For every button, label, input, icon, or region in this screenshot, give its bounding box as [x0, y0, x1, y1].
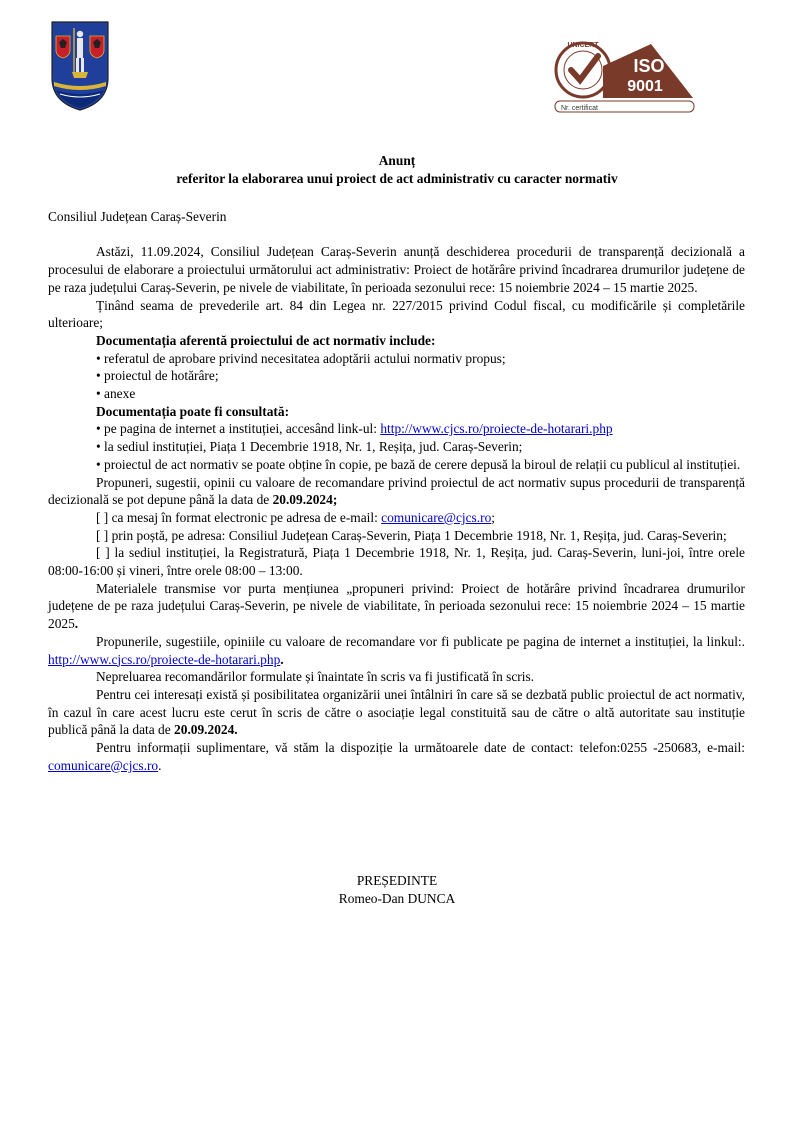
- documentation-item-2: • proiectul de hotărâre;: [96, 368, 219, 384]
- title-line-1: Anunț: [378, 153, 416, 168]
- publish-end: .: [280, 651, 284, 667]
- materials-end: .: [74, 616, 79, 632]
- paragraph-legal-basis: Ținând seama de prevederile art. 84 din Legea nr. 227/2015 privind Codul fiscal, cu modificările și completările ulterioare;: [48, 297, 745, 331]
- paragraph-contact: [48, 739, 745, 774]
- iso-9001-certification-logo: [553, 38, 696, 114]
- publish-text: Propunerile, sugestiile, opiniile cu valoare de recomandare vor fi publicate pe pagina de internet a instituției, la linkul:.: [96, 633, 745, 649]
- signature-block: [0, 872, 794, 907]
- county-crest-logo: [50, 20, 110, 112]
- email-link[interactable]: comunicare@cjcs.ro: [381, 509, 492, 525]
- projects-link[interactable]: http://www.cjcs.ro/proiecte-de-hotarari.php: [380, 421, 613, 437]
- paragraph-meeting: [48, 686, 745, 739]
- meeting-deadline: 20.09.2024.: [174, 722, 238, 738]
- option-registry: [ ] la sediul instituției, la Registratură, Piața 1 Decembrie 1918, Nr. 1, Reșița, jud. Caraș-Severin, luni-joi, între orele 08:00-16:00 și vineri, între orele 08:00 – 13:00.: [48, 545, 745, 579]
- organization-name: Consiliul Județean Caraș-Severin: [48, 209, 227, 224]
- documentation-item-1: • referatul de aprobare privind necesitatea adoptării actului normativ propus;: [96, 350, 506, 366]
- paragraph-nonadoption: Nepreluarea recomandărilor formulate și înaintate în scris va fi justificată în scris.: [96, 669, 535, 685]
- consultation-web-text: • pe pagina de internet a instituției, accesând link-ul:: [96, 421, 381, 437]
- documentation-heading: Documentația aferentă proiectului de act normativ include:: [96, 332, 436, 348]
- title-line-2: referitor la elaborarea unui proiect de act administrativ cu caracter normativ: [176, 171, 618, 186]
- consultation-seat: • la sediul instituției, Piața 1 Decembrie 1918, Nr. 1, Reșița, jud. Caraș-Severin;: [96, 439, 523, 455]
- proposals-deadline: 20.09.2024;: [272, 492, 338, 508]
- option-email-text: [ ] ca mesaj în format electronic pe adresa de e-mail:: [96, 509, 382, 525]
- consultation-web: [48, 420, 745, 438]
- consultation-heading: Documentația poate fi consultată:: [96, 403, 290, 419]
- consultation-copy: • proiectul de act normativ se poate obține în copie, pe bază de cerere depusă la biroul de relații cu publicul al instituției.: [96, 456, 741, 472]
- paragraph-publish: [48, 633, 745, 668]
- proposals-text: Propuneri, sugestii, opinii cu valoare de recomandare privind proiectul de act normativ supus procedurii de transparență decizională se pot depune până la data de: [48, 474, 745, 508]
- option-email: [48, 509, 745, 527]
- announcement-title: [0, 152, 794, 188]
- signature-role: PREȘEDINTE: [356, 873, 438, 888]
- paragraph-intro: Astăzi, 11.09.2024, Consiliul Județean Caraș-Severin anunță deschiderea procedurii de transparență decizională a procesului de elaborare a proiectului următorului act administrativ: Proiect de hotărâre privind încadrarea drumurilor județene de pe raza județului Caraș-Severin, pe nivele de viabilitate, în perioada sezonului rece: 15 noiembrie 2024 – 15 martie 2025.: [48, 244, 745, 295]
- contact-text: Pentru informații suplimentare, vă stăm la dispoziție la următoarele date de contact: telefon:0255 -250683, e-mail:: [96, 740, 745, 756]
- iso-badge-bottom-text: 9001: [627, 78, 663, 95]
- signature-name: Romeo-Dan DUNCA: [338, 890, 456, 906]
- documentation-item-3: • anexe: [96, 386, 136, 402]
- publish-link[interactable]: http://www.cjcs.ro/proiecte-de-hotarari.php: [48, 651, 281, 667]
- contact-email-link[interactable]: comunicare@cjcs.ro: [48, 757, 159, 773]
- iso-ring-text: UNICERT: [567, 42, 599, 49]
- announcement-body: [48, 208, 745, 774]
- iso-badge-top-text: ISO: [633, 56, 665, 76]
- option-post: [ ] prin poștă, pe adresa: Consiliul Județean Caraș-Severin, Piața 1 Decembrie 1918, Nr. 1, Reșița, jud. Caraș-Severin;: [96, 527, 727, 543]
- option-email-suffix: ;: [491, 509, 495, 525]
- contact-end: .: [158, 757, 162, 773]
- materials-text: Materialele transmise vor purta mențiunea „propuneri privind: Proiect de hotărâre privind încadrarea drumurilor județene de pe raza județului Caraș-Severin, pe nivele de viabilitate, în perioada sezonului rece: 15 noiembrie 2024 – 15 martie 2025: [48, 580, 745, 632]
- paragraph-materials: [48, 580, 745, 633]
- meeting-text: Pentru cei interesați există și posibilitatea organizării unei întâlniri în care să se dezbată public proiectul de act normativ, în cazul în care acest lucru este cerut în scris de către o asociație legal constituită sau de către o altă autoritate sau instituție publică până la data de: [48, 686, 745, 738]
- iso-certificate-label: Nr. certificat: [561, 105, 598, 112]
- paragraph-proposals: [48, 474, 745, 509]
